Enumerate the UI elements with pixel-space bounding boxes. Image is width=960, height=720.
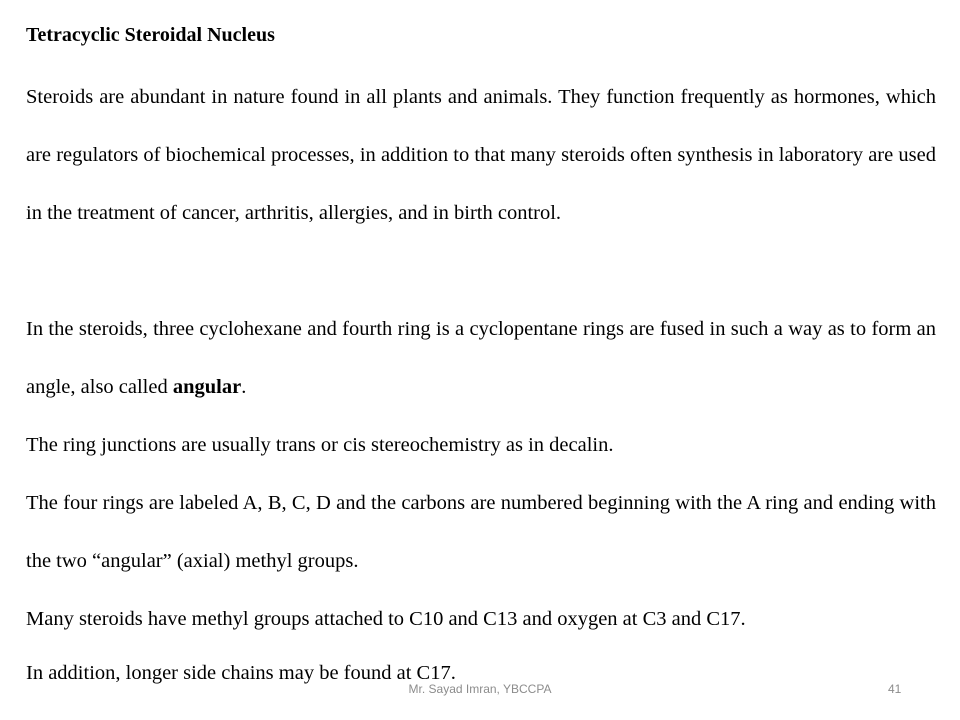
paragraph-methyl-groups: Many steroids have methyl groups attached to C10 and C13 and oxygen at C3 and C17. (26, 608, 746, 630)
angular-term: angular (172, 376, 242, 398)
page-number: 41 (888, 682, 902, 696)
footer-author: Mr. Sayad Imran, YBCCPA (408, 682, 552, 696)
paragraph-ring-junctions: The ring junctions are usually trans or cis stereochemistry as in decalin. (26, 434, 614, 456)
ring-fusion-end: . (241, 376, 247, 398)
paragraph-side-chains: In addition, longer side chains may be found at C17. (26, 662, 456, 684)
paragraph-ring-fusion (26, 300, 936, 416)
ring-fusion-text: In the steroids, three cyclohexane and fourth ring is a cyclopentane rings are fused in such a way as to form an angle, also called (26, 318, 936, 398)
paragraph-steroids-intro: Steroids are abundant in nature found in all plants and animals. They function frequently as hormones, which are regulators of biochemical processes, in addition to that many steroids often synthesis in laboratory are used in the treatment of cancer, arthritis, allergies, and in birth control. (26, 86, 936, 224)
paragraph-ring-labels: The four rings are labeled A, B, C, D and the carbons are numbered beginning with the A ring and ending with the two “angular” (axial) methyl groups. (26, 492, 936, 572)
slide-title: Tetracyclic Steroidal Nucleus (26, 24, 275, 46)
